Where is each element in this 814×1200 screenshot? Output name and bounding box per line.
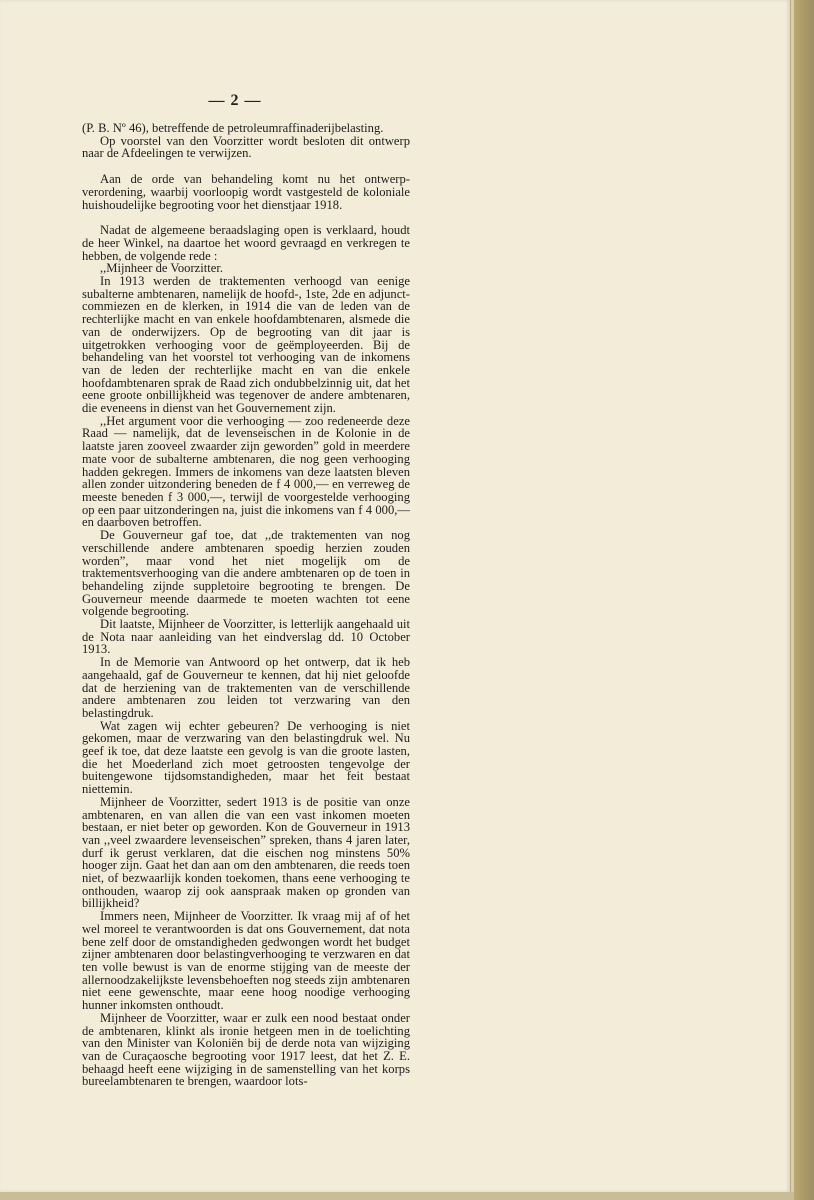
- paragraph: In de Memorie van Antwoord op het ontwerp, dat ik heb aangehaald, gaf de Gouverneur te kennen, dat hij niet geloofde dat de herziening van de traktementen van de verschillende andere ambtenaren zou leiden tot verzwaring van den belastingdruk.: [82, 655, 410, 720]
- paragraph: Wat zagen wij echter gebeuren? De verhooging is niet gekomen, maar de verzwaring van den belastingdruk wel. Nu geef ik toe, dat deze laatste een gevolg is van die groote lasten, die het Moederland zich moet getroosten tengevolge der buitengewone tijdsomstandigheden, maar het feit bestaat niettemin.: [82, 718, 410, 797]
- paragraph: Immers neen, Mijnheer de Voorzitter. Ik vraag mij af of het wel moreel te verantwoorden is dat ons Gouvernement, dat nota bene zelf door de omstandigheden gedwongen wordt het budget zijner ambtenaren door belastingverhooging te verzwaren en dat ten volle bewust is van de enorme stijging van de meeste der allernoodzakelijkste levensbehoeften nog steeds zijn ambtenaren niet eene gewenschte, maar eene hoog noodige verhooging hunner inkomsten onthoudt.: [82, 909, 410, 1013]
- paragraph: (P. B. Nº 46), betreffende de petroleumraffinaderijbelasting.: [82, 121, 384, 135]
- page-number: — 2 —: [208, 92, 262, 109]
- speech-salutation: ,,Mijnheer de Voorzitter.: [100, 261, 223, 276]
- text-column: [82, 122, 410, 1088]
- next-page-edge: [794, 0, 814, 1200]
- paragraph: Mijnheer de Voorzitter, waar er zulk een nood bestaat onder de ambtenaren, klinkt als ironie hetgeen men in de toelichting van den Minister van Koloniën bij de derde nota van wijziging van de Curaçaosche begrooting voor 1917 leest, dat het Z. E. behaagd heeft eene wijziging in de samenstelling van het korps bureelambtenaren te brengen, waardoor lots-: [82, 1010, 410, 1089]
- agenda-item: Aan de orde van behandeling komt nu het ontwerp-verordening, waarbij voorloopig wordt vastgesteld de koloniale huishoudelijke begrooting voor het dienstjaar 1918.: [82, 172, 410, 212]
- paragraph: De Gouverneur gaf toe, dat ,,de traktementen van nog verschillende andere ambtenaren spoedig herzien zouden worden”, maar vond het niet mogelijk om de traktementsverhooging van die andere ambtenaren op de toen in behandeling zijnde suppletoire begrooting te brengen. De Gouverneur meende daarmede te moeten wachten tot eene volgende begrooting.: [82, 528, 410, 619]
- paragraph: In 1913 werden de traktementen verhoogd van eenige subalterne ambtenaren, namelijk de hoofd-, 1ste, 2de en adjunct-commiezen en de klerken, in 1914 die van de leden van de rechterlijke macht en van enkele hoofdambtenaren, alsmede die van de onderwijzers. Op de begrooting van dit jaar is uitgetrokken verhooging voor de geëmployeerden. Bij de behandeling van het voorstel tot verhooging van de inkomens van de leden der rechterlijke macht en van die enkele hoofdambtenaren sprak de Raad zich ondubbelzinnig uit, dat het eene groote onbillijkheid was tegenover de andere ambtenaren, die eveneens in dienst van het Gouvernement zijn.: [82, 274, 410, 416]
- paragraph: Mijnheer de Voorzitter, sedert 1913 is de positie van onze ambtenaren, en van allen die van een vast inkomen moeten bestaan, er niet beter op geworden. Kon de Gouverneur in 1913 van ,,veel zwaardere levenseischen” spreken, thans 4 jaren later, durf ik gerust verklaren, dat die eischen nog minstens 50% hooger zijn. Gaat het dan aan om den ambtenaren, die reeds toen niet, of bezwaarlijk konden toekomen, thans eene verhooging te onthouden, waarop zij ook aanspraak maken op gronden van billijkheid?: [82, 794, 410, 911]
- paragraph: Nadat de algemeene beraadslaging open is verklaard, houdt de heer Winkel, na daartoe het woord gevraagd en verkregen te hebben, de volgende rede :: [82, 223, 410, 263]
- scan-bottom-margin: [0, 1192, 794, 1200]
- paragraph: ,,Het argument voor die verhooging — zoo redeneerde deze Raad — namelijk, dat de levenseischen in de Kolonie in de laatste jaren zooveel zwaarder zijn geworden” gold in meerdere mate voor de subalterne ambtenaren, die nog geen verhooging hadden gekregen. Immers de inkomens van deze laatsten bleven allen zonder uitzondering beneden de f 4 000,— en verreweg de meeste beneden f 3 000,—, terwijl de voorgestelde verhooging op een paar uitzonderingen na, juist die inkomens van f 4 000,— en daarboven betroffen.: [82, 413, 410, 530]
- paragraph: Dit laatste, Mijnheer de Voorzitter, is letterlijk aangehaald uit de Nota naar aanleiding van het eindverslag dd. 10 October 1913.: [82, 617, 410, 657]
- paragraph: Op voorstel van den Voorzitter wordt besloten dit ontwerp naar de Afdeelingen te verwijzen.: [82, 133, 410, 161]
